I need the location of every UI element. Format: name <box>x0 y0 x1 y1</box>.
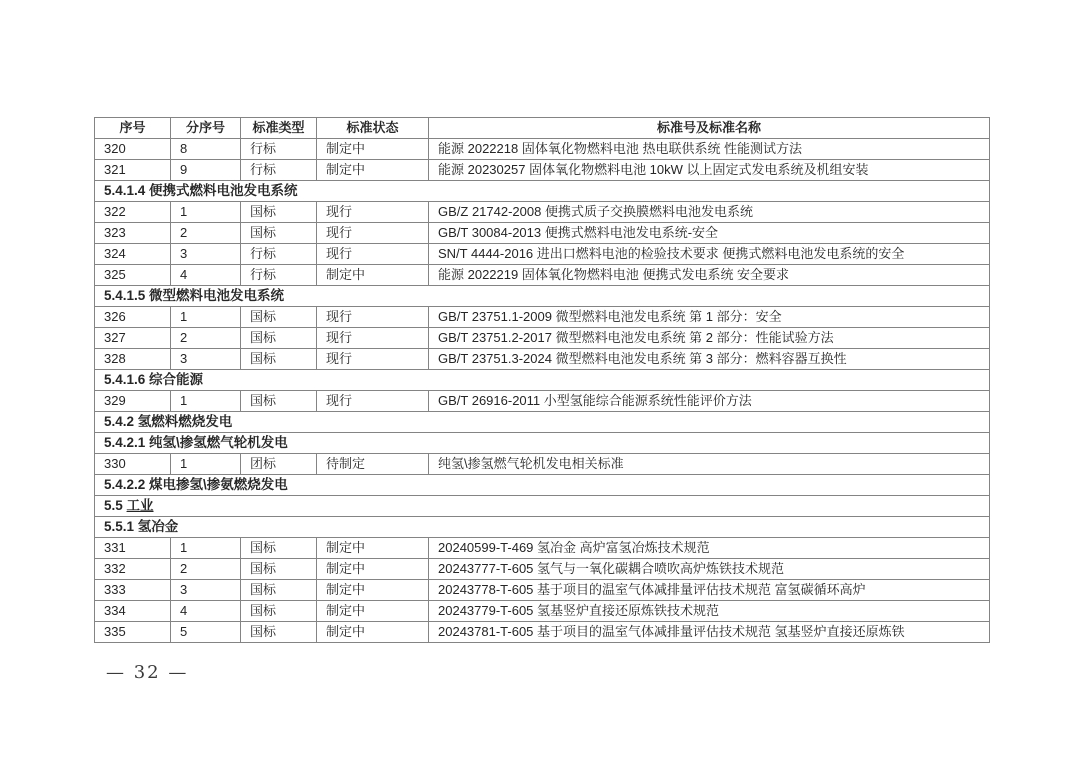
section-number: 5.4.2.2 <box>104 477 150 492</box>
section-title: 纯氢\掺氢燃气轮机发电 <box>149 435 288 450</box>
table-row <box>95 139 990 160</box>
cell-serial: 321 <box>95 160 171 181</box>
cell-type: 国标 <box>241 559 317 580</box>
section-number: 5.5 <box>104 498 127 513</box>
table-row <box>95 202 990 223</box>
cell-serial: 334 <box>95 601 171 622</box>
cell-standard-name: 能源 20230257 固体氧化物燃料电池 10kW 以上固定式发电系统及机组安装 <box>429 160 990 181</box>
table-row <box>95 328 990 349</box>
column-header-subserial: 分序号 <box>171 118 241 139</box>
table-row <box>95 307 990 328</box>
column-header-name: 标准号及标准名称 <box>429 118 990 139</box>
cell-subserial: 8 <box>171 139 241 160</box>
table-row <box>95 601 990 622</box>
section-label <box>95 517 990 538</box>
cell-type: 国标 <box>241 328 317 349</box>
table-row <box>95 223 990 244</box>
cell-type: 国标 <box>241 349 317 370</box>
section-row <box>95 433 990 454</box>
section-number: 5.4.1.6 <box>104 372 150 387</box>
section-title: 工业 <box>126 498 154 513</box>
cell-type: 国标 <box>241 622 317 643</box>
cell-standard-name: 能源 2022219 固体氧化物燃料电池 便携式发电系统 安全要求 <box>429 265 990 286</box>
cell-status: 制定中 <box>317 559 429 580</box>
cell-subserial: 5 <box>171 622 241 643</box>
section-row <box>95 370 990 391</box>
section-label <box>95 181 990 202</box>
cell-standard-name: 20243779-T-605 氢基竖炉直接还原炼铁技术规范 <box>429 601 990 622</box>
section-title: 便携式燃料电池发电系统 <box>149 183 298 198</box>
cell-standard-name: GB/T 26916-2011 小型氢能综合能源系统性能评价方法 <box>429 391 990 412</box>
cell-status: 现行 <box>317 202 429 223</box>
cell-type: 国标 <box>241 601 317 622</box>
section-number: 5.5.1 <box>104 519 138 534</box>
cell-serial: 328 <box>95 349 171 370</box>
cell-type: 国标 <box>241 307 317 328</box>
cell-status: 制定中 <box>317 601 429 622</box>
page-number: — 32 — <box>106 662 189 683</box>
cell-status: 现行 <box>317 328 429 349</box>
table-row <box>95 244 990 265</box>
table-row <box>95 454 990 475</box>
section-title: 煤电掺氢\掺氨燃烧发电 <box>149 477 288 492</box>
cell-status: 制定中 <box>317 538 429 559</box>
section-title: 综合能源 <box>149 372 204 387</box>
cell-standard-name: SN/T 4444-2016 进出口燃料电池的检验技术要求 便携式燃料电池发电系统的安全 <box>429 244 990 265</box>
cell-standard-name: 20243781-T-605 基于项目的温室气体减排量评估技术规范 氢基竖炉直接还原炼铁 <box>429 622 990 643</box>
cell-subserial: 1 <box>171 454 241 475</box>
cell-status: 现行 <box>317 307 429 328</box>
cell-standard-name: GB/T 23751.3-2024 微型燃料电池发电系统 第 3 部分：燃料容器互换性 <box>429 349 990 370</box>
cell-serial: 335 <box>95 622 171 643</box>
cell-standard-name: GB/Z 21742-2008 便携式质子交换膜燃料电池发电系统 <box>429 202 990 223</box>
cell-serial: 331 <box>95 538 171 559</box>
cell-subserial: 1 <box>171 538 241 559</box>
cell-status: 制定中 <box>317 265 429 286</box>
cell-subserial: 4 <box>171 601 241 622</box>
table-row <box>95 265 990 286</box>
section-number: 5.4.2.1 <box>104 435 150 450</box>
cell-serial: 329 <box>95 391 171 412</box>
cell-subserial: 3 <box>171 349 241 370</box>
section-row <box>95 286 990 307</box>
cell-standard-name: 20240599-T-469 氢冶金 高炉富氢冶炼技术规范 <box>429 538 990 559</box>
table-row <box>95 580 990 601</box>
cell-type: 行标 <box>241 139 317 160</box>
cell-type: 行标 <box>241 160 317 181</box>
cell-serial: 324 <box>95 244 171 265</box>
column-header-serial: 序号 <box>95 118 171 139</box>
cell-serial: 330 <box>95 454 171 475</box>
cell-serial: 333 <box>95 580 171 601</box>
section-title: 微型燃料电池发电系统 <box>149 288 285 303</box>
table-row <box>95 538 990 559</box>
section-row <box>95 181 990 202</box>
section-title: 氢冶金 <box>137 519 179 534</box>
cell-standard-name: 20243777-T-605 氢气与一氧化碳耦合喷吹高炉炼铁技术规范 <box>429 559 990 580</box>
table-header-row <box>95 118 990 139</box>
cell-serial: 327 <box>95 328 171 349</box>
table-row <box>95 622 990 643</box>
cell-subserial: 1 <box>171 307 241 328</box>
section-number: 5.4.1.5 <box>104 288 150 303</box>
cell-status: 现行 <box>317 349 429 370</box>
cell-type: 国标 <box>241 223 317 244</box>
cell-subserial: 2 <box>171 223 241 244</box>
table-body <box>95 139 990 643</box>
column-header-status: 标准状态 <box>317 118 429 139</box>
standards-table <box>94 117 990 643</box>
cell-standard-name: GB/T 30084-2013 便携式燃料电池发电系统-安全 <box>429 223 990 244</box>
section-label <box>95 412 990 433</box>
cell-standard-name: GB/T 23751.2-2017 微型燃料电池发电系统 第 2 部分：性能试验方法 <box>429 328 990 349</box>
section-title: 氢燃料燃烧发电 <box>137 414 233 429</box>
cell-serial: 325 <box>95 265 171 286</box>
table-row <box>95 349 990 370</box>
table-row <box>95 160 990 181</box>
cell-status: 制定中 <box>317 139 429 160</box>
cell-status: 现行 <box>317 223 429 244</box>
section-label <box>95 433 990 454</box>
cell-status: 制定中 <box>317 160 429 181</box>
cell-status: 制定中 <box>317 580 429 601</box>
section-row <box>95 517 990 538</box>
cell-subserial: 3 <box>171 580 241 601</box>
cell-type: 行标 <box>241 244 317 265</box>
cell-type: 团标 <box>241 454 317 475</box>
cell-serial: 323 <box>95 223 171 244</box>
cell-subserial: 4 <box>171 265 241 286</box>
cell-serial: 320 <box>95 139 171 160</box>
cell-subserial: 1 <box>171 202 241 223</box>
cell-type: 国标 <box>241 391 317 412</box>
cell-serial: 322 <box>95 202 171 223</box>
cell-subserial: 2 <box>171 559 241 580</box>
table-row <box>95 391 990 412</box>
cell-subserial: 9 <box>171 160 241 181</box>
section-row <box>95 496 990 517</box>
cell-subserial: 1 <box>171 391 241 412</box>
cell-standard-name: 纯氢\掺氢燃气轮机发电相关标准 <box>429 454 990 475</box>
cell-status: 制定中 <box>317 622 429 643</box>
cell-standard-name: 能源 2022218 固体氧化物燃料电池 热电联供系统 性能测试方法 <box>429 139 990 160</box>
table-row <box>95 559 990 580</box>
section-number: 5.4.1.4 <box>104 183 150 198</box>
cell-type: 国标 <box>241 538 317 559</box>
cell-status: 现行 <box>317 244 429 265</box>
cell-status: 待制定 <box>317 454 429 475</box>
column-header-type: 标准类型 <box>241 118 317 139</box>
cell-type: 国标 <box>241 202 317 223</box>
cell-serial: 326 <box>95 307 171 328</box>
section-label <box>95 496 990 517</box>
cell-type: 国标 <box>241 580 317 601</box>
section-row <box>95 412 990 433</box>
cell-standard-name: GB/T 23751.1-2009 微型燃料电池发电系统 第 1 部分：安全 <box>429 307 990 328</box>
cell-type: 行标 <box>241 265 317 286</box>
section-row <box>95 475 990 496</box>
cell-standard-name: 20243778-T-605 基于项目的温室气体减排量评估技术规范 富氢碳循环高炉 <box>429 580 990 601</box>
cell-subserial: 2 <box>171 328 241 349</box>
cell-subserial: 3 <box>171 244 241 265</box>
section-label <box>95 286 990 307</box>
section-label <box>95 370 990 391</box>
cell-status: 现行 <box>317 391 429 412</box>
section-number: 5.4.2 <box>104 414 138 429</box>
cell-serial: 332 <box>95 559 171 580</box>
section-label <box>95 475 990 496</box>
